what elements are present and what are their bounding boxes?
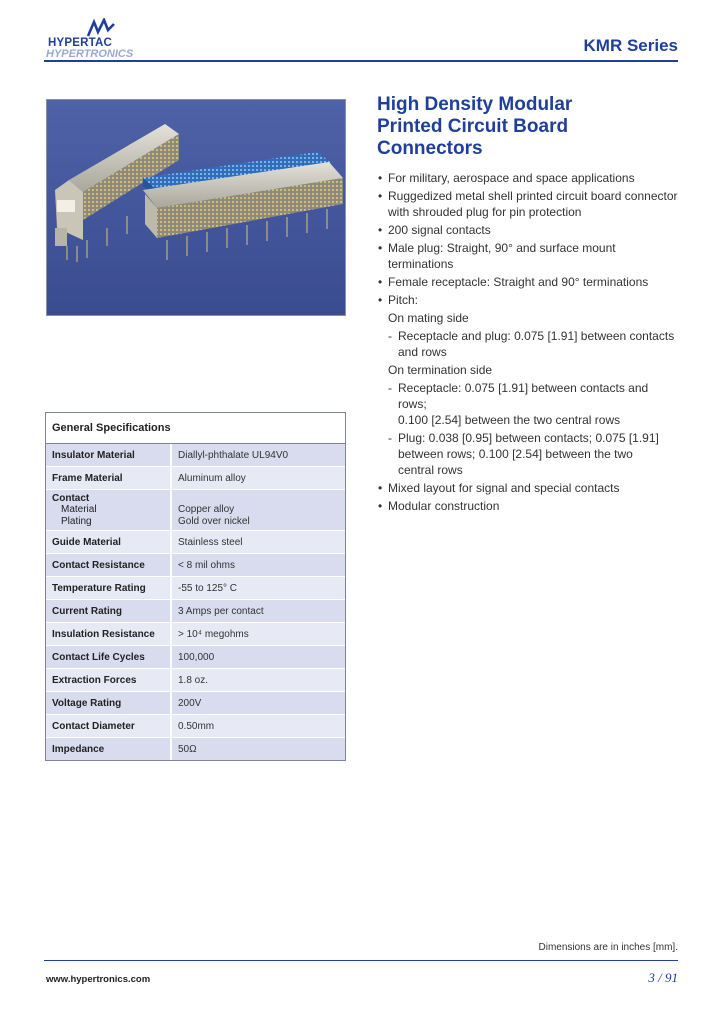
spec-label: Contact Life Cycles bbox=[46, 646, 172, 668]
spec-value-text: Gold over nickel bbox=[178, 515, 250, 527]
spec-label: Contact Diameter bbox=[46, 715, 172, 737]
feature-item: • Modular construction bbox=[378, 498, 678, 514]
table-row bbox=[46, 490, 345, 531]
logo-hypertac-text: HYPERTAC bbox=[48, 37, 113, 49]
feature-list bbox=[378, 170, 678, 516]
specs-rows bbox=[46, 444, 345, 760]
pitch-text: 0.100 [2.54] between the two central rows bbox=[398, 413, 621, 427]
spec-label: Contact Resistance bbox=[46, 554, 172, 576]
table-row bbox=[46, 554, 345, 577]
table-row bbox=[46, 600, 345, 623]
spec-label-text: Contact bbox=[52, 492, 90, 504]
company-logo bbox=[46, 18, 156, 58]
pitch-detail bbox=[378, 380, 678, 428]
spec-value: 50Ω bbox=[172, 738, 345, 760]
pitch-detail bbox=[378, 430, 678, 478]
spec-value: Diallyl-phthalate UL94V0 bbox=[172, 444, 345, 466]
specs-heading: General Specifications bbox=[46, 413, 345, 444]
spec-value: 0.50mm bbox=[172, 715, 345, 737]
table-row bbox=[46, 646, 345, 669]
spec-label: Insulation Resistance bbox=[46, 623, 172, 645]
website-link[interactable]: www.hypertronics.com bbox=[46, 974, 151, 985]
pitch-text: and rows bbox=[398, 345, 447, 359]
page-number: 3 / 91 bbox=[648, 970, 678, 985]
pitch-text: - Plug: 0.038 [0.95] between contacts; 0.075 [1.91] bbox=[398, 431, 659, 445]
spec-label: Insulator Material bbox=[46, 444, 172, 466]
spec-value: 1.8 oz. bbox=[172, 669, 345, 691]
hypertac-logo-icon bbox=[86, 18, 116, 38]
footer-divider bbox=[44, 960, 678, 961]
spec-sublabel: Plating bbox=[61, 515, 92, 527]
logo-hypertronics-text: HYPERTRONICS bbox=[46, 48, 134, 60]
pitch-detail bbox=[378, 328, 678, 360]
pitch-mating-heading: On mating side bbox=[388, 311, 469, 325]
spec-value: Aluminum alloy bbox=[172, 467, 345, 489]
spec-label: Guide Material bbox=[46, 531, 172, 553]
spec-sublabel: Material bbox=[61, 504, 97, 516]
feature-item: • For military, aerospace and space applications bbox=[378, 170, 678, 186]
spec-value: 3 Amps per contact bbox=[172, 600, 345, 622]
spec-value: 200V bbox=[172, 692, 345, 714]
feature-item bbox=[378, 188, 678, 220]
title-line-1: High Density Modular bbox=[377, 94, 573, 115]
product-photo bbox=[46, 99, 346, 316]
spec-label: Voltage Rating bbox=[46, 692, 172, 714]
spec-label: Frame Material bbox=[46, 467, 172, 489]
table-row bbox=[46, 669, 345, 692]
table-row bbox=[46, 715, 345, 738]
table-row bbox=[46, 444, 345, 467]
table-row bbox=[46, 623, 345, 646]
title-line-2: Printed Circuit Board bbox=[377, 116, 569, 137]
spec-value bbox=[172, 490, 345, 530]
spec-value: < 8 mil ohms bbox=[172, 554, 345, 576]
general-specifications-table bbox=[45, 412, 346, 761]
feature-item: • Mixed layout for signal and special contacts bbox=[378, 480, 678, 496]
table-row bbox=[46, 531, 345, 554]
title-line-3: Connectors bbox=[377, 138, 483, 159]
spec-value: -55 to 125° C bbox=[172, 577, 345, 599]
table-row bbox=[46, 692, 345, 715]
table-row bbox=[46, 577, 345, 600]
spec-value: > 10⁴ megohms bbox=[172, 623, 345, 645]
pitch-termination-heading: On termination side bbox=[388, 363, 493, 377]
spec-value-text: Copper alloy bbox=[178, 504, 235, 515]
product-title bbox=[377, 94, 697, 160]
spec-label: Extraction Forces bbox=[46, 669, 172, 691]
table-row bbox=[46, 738, 345, 760]
header-divider bbox=[44, 60, 678, 62]
spec-label: Impedance bbox=[46, 738, 172, 760]
pitch-text: between rows; 0.100 [2.54] between the two bbox=[398, 447, 633, 461]
dimensions-note: Dimensions are in inches [mm]. bbox=[538, 942, 678, 953]
pitch-text: - Receptacle and plug: 0.075 [1.91] between contacts bbox=[398, 329, 675, 343]
table-row bbox=[46, 467, 345, 490]
spec-value: Stainless steel bbox=[172, 531, 345, 553]
feature-item: • Male plug: Straight, 90° and surface mount terminations bbox=[378, 240, 678, 272]
pitch-text: central rows bbox=[398, 463, 463, 477]
spec-label: Temperature Rating bbox=[46, 577, 172, 599]
feature-item: • Pitch: bbox=[378, 292, 678, 308]
feature-item: • 200 signal contacts bbox=[378, 222, 678, 238]
feature-text: with shrouded plug for pin protection bbox=[388, 205, 582, 219]
series-title: KMR Series bbox=[583, 36, 678, 55]
spec-label bbox=[46, 490, 172, 530]
feature-item: • Female receptacle: Straight and 90° terminations bbox=[378, 274, 678, 290]
feature-text: • Ruggedized metal shell printed circuit board connector bbox=[388, 189, 678, 203]
spec-label: Current Rating bbox=[46, 600, 172, 622]
spec-value: 100,000 bbox=[172, 646, 345, 668]
pitch-text: - Receptacle: 0.075 [1.91] between contacts and rows; bbox=[398, 381, 649, 411]
connector-photo-icon bbox=[47, 100, 346, 316]
